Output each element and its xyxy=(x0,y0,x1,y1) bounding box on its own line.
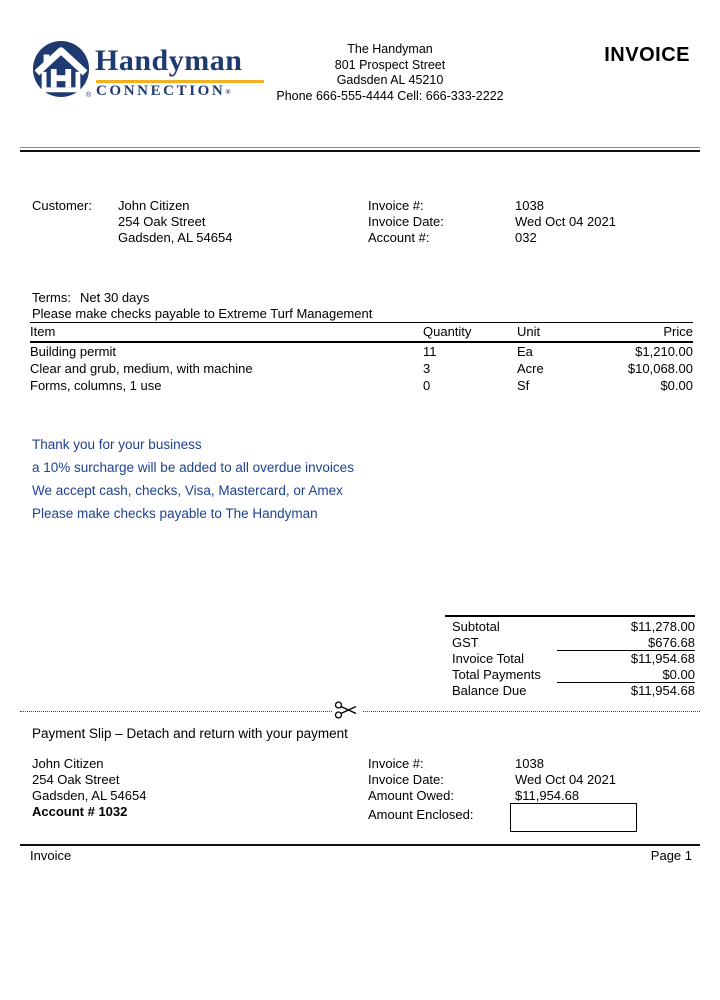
footer-divider xyxy=(20,844,700,846)
note-line: We accept cash, checks, Visa, Mastercard, or Amex xyxy=(32,483,343,498)
company-phone: Phone 666-555-4444 Cell: 666-333-2222 xyxy=(276,88,504,103)
customer-label: Customer: xyxy=(32,198,92,213)
slip-meta-values xyxy=(515,756,616,804)
invoice-date-label: Invoice Date: xyxy=(368,214,444,229)
subtotal-row: Subtotal $11,278.00 xyxy=(452,619,695,634)
slip-customer-block xyxy=(32,756,146,820)
slip-customer-name: John Citizen xyxy=(32,756,104,771)
company-address-block xyxy=(240,42,540,104)
customer-city: Gadsden, AL 54654 xyxy=(118,230,233,245)
company-street: 801 Prospect Street xyxy=(334,57,446,72)
registered-mark: ® xyxy=(86,92,92,99)
slip-invoice-date-label: Invoice Date: xyxy=(368,772,444,787)
slip-meta-labels xyxy=(368,756,474,823)
note-line: Please make checks payable to The Handyman xyxy=(32,506,318,521)
handyman-connection-logo xyxy=(30,40,270,102)
payable-note: Please make checks payable to Extreme Turf Management xyxy=(32,306,373,321)
header-divider xyxy=(20,147,700,152)
slip-invoice-number-label: Invoice #: xyxy=(368,756,424,771)
table-row: Building permit 11 Ea $1,210.00 xyxy=(30,344,693,359)
slip-account-number: Account # 1032 xyxy=(32,804,128,819)
customer-name: John Citizen xyxy=(118,198,190,213)
invoice-meta-labels xyxy=(368,198,444,246)
totals-summary xyxy=(445,615,695,699)
slip-customer-street: 254 Oak Street xyxy=(32,772,120,787)
table-row: Clear and grub, medium, with machine 3 Acre $10,068.00 xyxy=(30,361,693,376)
slip-amount-owed-value: $11,954.68 xyxy=(515,788,580,803)
terms-value: Net 30 days xyxy=(80,290,150,305)
brand-subname: CONNECTION® xyxy=(96,83,231,99)
balance-due-row: Balance Due $11,954.68 xyxy=(452,683,695,698)
invoice-total-row: Invoice Total $11,954.68 xyxy=(452,651,695,666)
col-header-price: Price xyxy=(663,324,693,339)
company-city: Gadsden AL 45210 xyxy=(336,73,444,87)
slip-amount-owed-label: Amount Owed: xyxy=(368,788,454,803)
customer-notes xyxy=(32,433,354,525)
registered-mark: ® xyxy=(225,88,231,96)
invoice-number-value: 1038 xyxy=(515,198,544,213)
document-title: INVOICE xyxy=(604,44,690,66)
account-number-label: Account #: xyxy=(368,230,430,245)
slip-invoice-number-value: 1038 xyxy=(515,756,544,771)
account-number-value: 032 xyxy=(515,230,537,245)
table-row: Forms, columns, 1 use 0 Sf $0.00 xyxy=(30,378,693,393)
footer-page-number: Page 1 xyxy=(650,848,692,863)
invoice-date-value: Wed Oct 04 2021 xyxy=(515,214,616,229)
brand-name: Handyman xyxy=(95,44,243,77)
invoice-meta-values xyxy=(515,198,616,246)
slip-invoice-date-value: Wed Oct 04 2021 xyxy=(515,772,616,787)
slip-amount-enclosed-label: Amount Enclosed: xyxy=(368,807,474,822)
invoice-number-label: Invoice #: xyxy=(368,198,424,213)
terms-label: Terms: xyxy=(32,290,71,305)
note-line: a 10% surcharge will be added to all overdue invoices xyxy=(32,460,354,475)
gst-row: GST $676.68 xyxy=(452,634,695,650)
payment-slip-title: Payment Slip – Detach and return with your payment xyxy=(32,726,348,741)
amount-enclosed-input[interactable] xyxy=(510,803,637,832)
total-payments-row: Total Payments $0.00 xyxy=(452,666,695,682)
handyman-house-icon xyxy=(32,40,90,98)
col-header-item: Item xyxy=(30,324,56,339)
col-header-unit: Unit xyxy=(517,324,541,339)
scissors-icon xyxy=(332,700,362,722)
line-items-table xyxy=(30,322,693,394)
customer-street: 254 Oak Street xyxy=(118,214,206,229)
table-header-row xyxy=(30,322,693,343)
footer-document-type: Invoice xyxy=(30,848,72,863)
note-line: Thank you for your business xyxy=(32,437,202,452)
slip-customer-city: Gadsden, AL 54654 xyxy=(32,788,147,803)
customer-address-block xyxy=(118,198,232,246)
company-name: The Handyman xyxy=(347,42,433,56)
col-header-quantity: Quantity xyxy=(423,324,472,339)
